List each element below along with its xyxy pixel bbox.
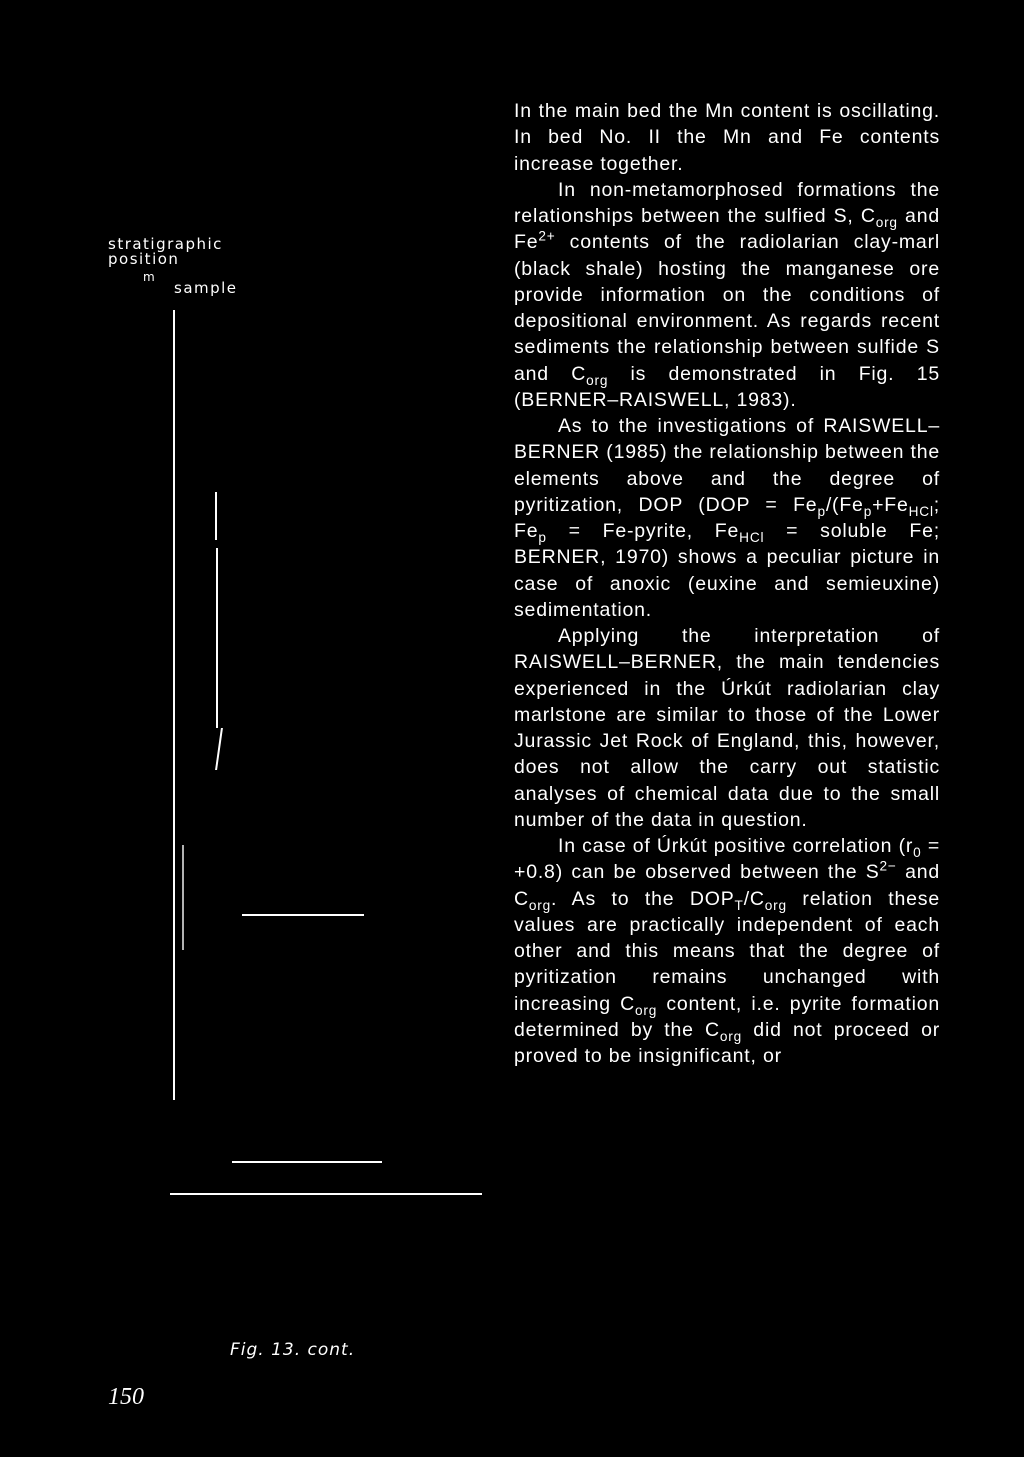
figure-unit-label: m xyxy=(143,270,157,284)
horizontal-line-1 xyxy=(242,914,364,916)
paragraph-4: Applying the interpretation of RAISWELL–BERNER, the main tendencies experienced in the Úrkút radiolarian clay marlstone are similar to those of the Lower Jurassic Jet Rock of England, this, however, does not allow the carry out statistic analyses of chemical data due to the small number of the data in question. xyxy=(514,625,940,831)
figure-header-position: position xyxy=(108,250,180,268)
column-axis-line xyxy=(173,310,175,1100)
figure-sample-label: sample xyxy=(174,279,238,297)
horizontal-line-3 xyxy=(170,1193,482,1195)
body-text-column xyxy=(514,98,940,1069)
paragraph-2: In non-metamorphosed formations the relationships between the sulfied S, $C_{org}$ and $Fe^{2+}$ contents of the radiolarian clay-marl (black shale) hosting the manganese ore provide information on the conditions of depositional environment. As regards recent sediments the relationship between sulfide S and $C_{org}$ is demonstrated in Fig. 15 (BERNER–RAISWELL, 1983). xyxy=(514,178,940,411)
horizontal-line-2 xyxy=(232,1161,382,1163)
paragraph-3: As to the investigations of RAISWELL–BERNER (1985) the relationship between the elements above and the degree of pyritization, DOP ($DOP = Fe_p/(Fe_p+Fe_{HCl}$; $Fe_p$ = Fe-pyrite, $Fe_{HCl}$ = soluble Fe; BERNER, 1970) shows a peculiar picture in case of anoxic (euxine and semieuxine) sedimentation. xyxy=(514,415,940,621)
figure-caption: Fig. 13. cont. xyxy=(230,1340,356,1360)
sample-line-middle xyxy=(216,548,218,728)
figure-header-stratigraphic: stratigraphic xyxy=(108,235,223,253)
sample-line-tick xyxy=(215,728,223,770)
page-number: 150 xyxy=(108,1384,144,1410)
paragraph-5: In case of Úrkút positive correlation $(r_0 = +0.8)$ can be observed between the $S^{2-}$ and $C_{org}$. As to the $DOP_T/C_{org}$ relation these values are practically independent of each other and this means that the degree of pyritization remains unchanged with increasing $C_{org}$ content, i.e. pyrite formation determined by the $C_{org}$ did not proceed or proved to be insignificant, or xyxy=(514,835,941,1067)
paragraph-1: In the main bed the Mn content is oscillating. In bed No. II the Mn and Fe contents increase together. xyxy=(514,100,940,175)
sample-dashed-marks xyxy=(182,845,184,950)
sample-line-upper xyxy=(215,492,217,540)
